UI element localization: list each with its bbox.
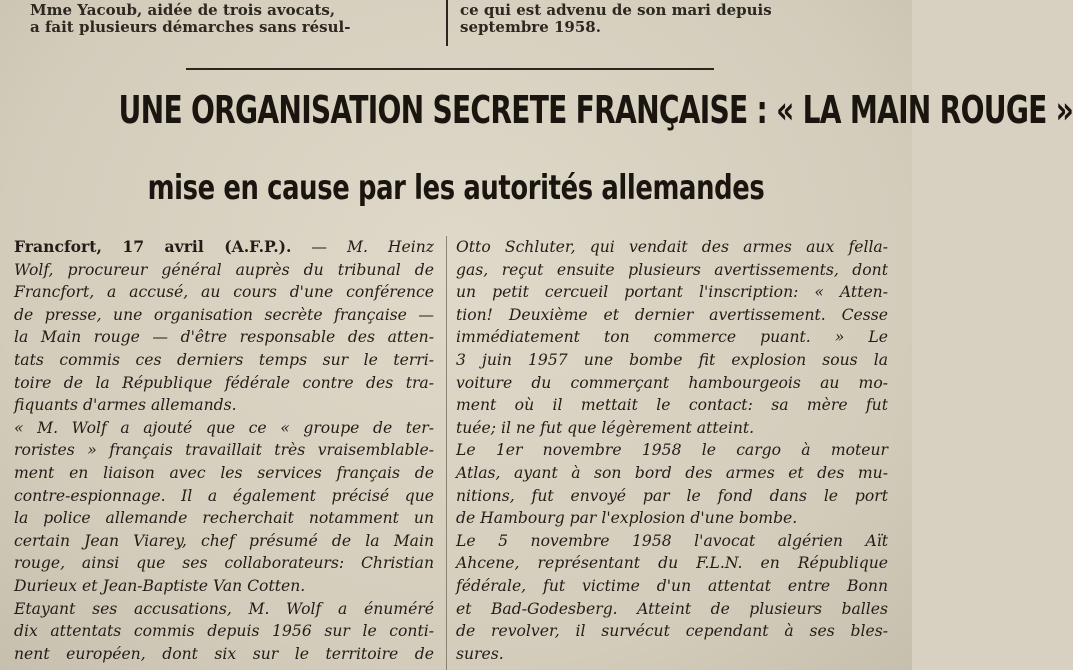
previous-article-right [460, 2, 772, 36]
article-line: fiquants d'armes allemands. [14, 396, 237, 415]
article-line: Ahcene, représentant du F.L.N. en République [456, 554, 888, 573]
article-line: tats commis ces derniers temps sur le terri- [14, 350, 434, 369]
article-line: roristes » français travaillait très vraisemblable- [14, 441, 434, 460]
article-line: Etayant ses accusations, M. Wolf a énuméré [14, 599, 434, 618]
article-text: — M. Heinz [291, 238, 434, 256]
article-line: nitions, fut envoyé par le fond dans le port [456, 486, 888, 505]
article-line: immédiatement ton commerce puant. » Le [456, 328, 888, 347]
article-line: tion! Deuxième et dernier avertissement. Cesse [456, 305, 888, 324]
article-line: gas, reçut ensuite plusieurs avertissements, dont [456, 260, 888, 279]
column-divider [446, 236, 447, 670]
article-line: certain Jean Viarey, chef présumé de la Main [14, 531, 434, 550]
article-line: 3 juin 1957 une bombe fit explosion sous la [456, 350, 888, 369]
article-line: dix attentats commis depuis 1956 sur le conti- [14, 622, 434, 641]
article-line: nent européen, dont six sur le territoire de [14, 644, 434, 663]
section-rule [186, 68, 714, 70]
article-line: Le 1er novembre 1958 le cargo à moteur [456, 441, 888, 460]
previous-article-line: a fait plusieurs démarches sans résul- [30, 18, 351, 36]
article-line: toire de la République fédérale contre des tra- [14, 373, 434, 392]
article-line: rouge, ainsi que ses collaborateurs: Christian [14, 554, 434, 573]
dateline: Francfort, 17 avril (A.F.P.). [14, 237, 292, 256]
article-line: de revolver, il survécut cependant à ses bles- [456, 622, 888, 641]
article-line: sures. [456, 644, 504, 663]
article-column-right [456, 236, 888, 665]
previous-article-line: septembre 1958. [460, 18, 601, 36]
article-line: Wolf, procureur général auprès du tribunal de [14, 260, 434, 279]
article-line: Otto Schluter, qui vendait des armes aux fella- [456, 238, 888, 256]
article-line: « M. Wolf a ajouté que ce « groupe de ter- [14, 418, 434, 437]
article-line: contre-espionnage. Il a également précisé que [14, 486, 434, 505]
article-line: Durieux et Jean-Baptiste Van Cotten. [14, 576, 306, 595]
article-line: voiture du commerçant hambourgeois au mo- [456, 373, 888, 392]
article-line: et Bad-Godesberg. Atteint de plusieurs balles [456, 599, 888, 618]
article-line [14, 236, 434, 259]
article-column-left [14, 236, 434, 665]
article-line: la Main rouge — d'être responsable des atten- [14, 328, 434, 347]
column-divider-top [446, 0, 448, 46]
article-line: ment en liaison avec les services français de [14, 463, 434, 482]
article-line: Le 5 novembre 1958 l'avocat algérien Aït [456, 531, 888, 550]
article-line: ment où il mettait le contact: sa mère fut [456, 396, 888, 415]
previous-article-left [30, 2, 350, 36]
article-line: tuée; il ne fut que légèrement atteint. [456, 418, 755, 437]
headline: UNE ORGANISATION SECRETE FRANÇAISE : « LA MAIN ROUGE » [118, 88, 1073, 132]
previous-article-line: ce qui est advenu de son mari depuis [460, 1, 772, 19]
article-line: un petit cercueil portant l'inscription: « Atten- [456, 283, 888, 302]
article-line: fédérale, fut victime d'un attentat entre Bonn [456, 576, 888, 595]
article-line: de Hambourg par l'explosion d'une bombe. [456, 509, 798, 528]
article-line: Francfort, a accusé, au cours d'une conférence [14, 283, 434, 302]
article-line: Atlas, ayant à son bord des armes et des mu- [456, 463, 888, 482]
previous-article-line: Mme Yacoub, aidée de trois avocats, [30, 1, 336, 19]
subheadline: mise en cause par les autorités allemandes [147, 168, 765, 208]
article-line: la police allemande recherchait notamment un [14, 509, 434, 528]
article-line: de presse, une organisation secrète française — [14, 305, 434, 324]
